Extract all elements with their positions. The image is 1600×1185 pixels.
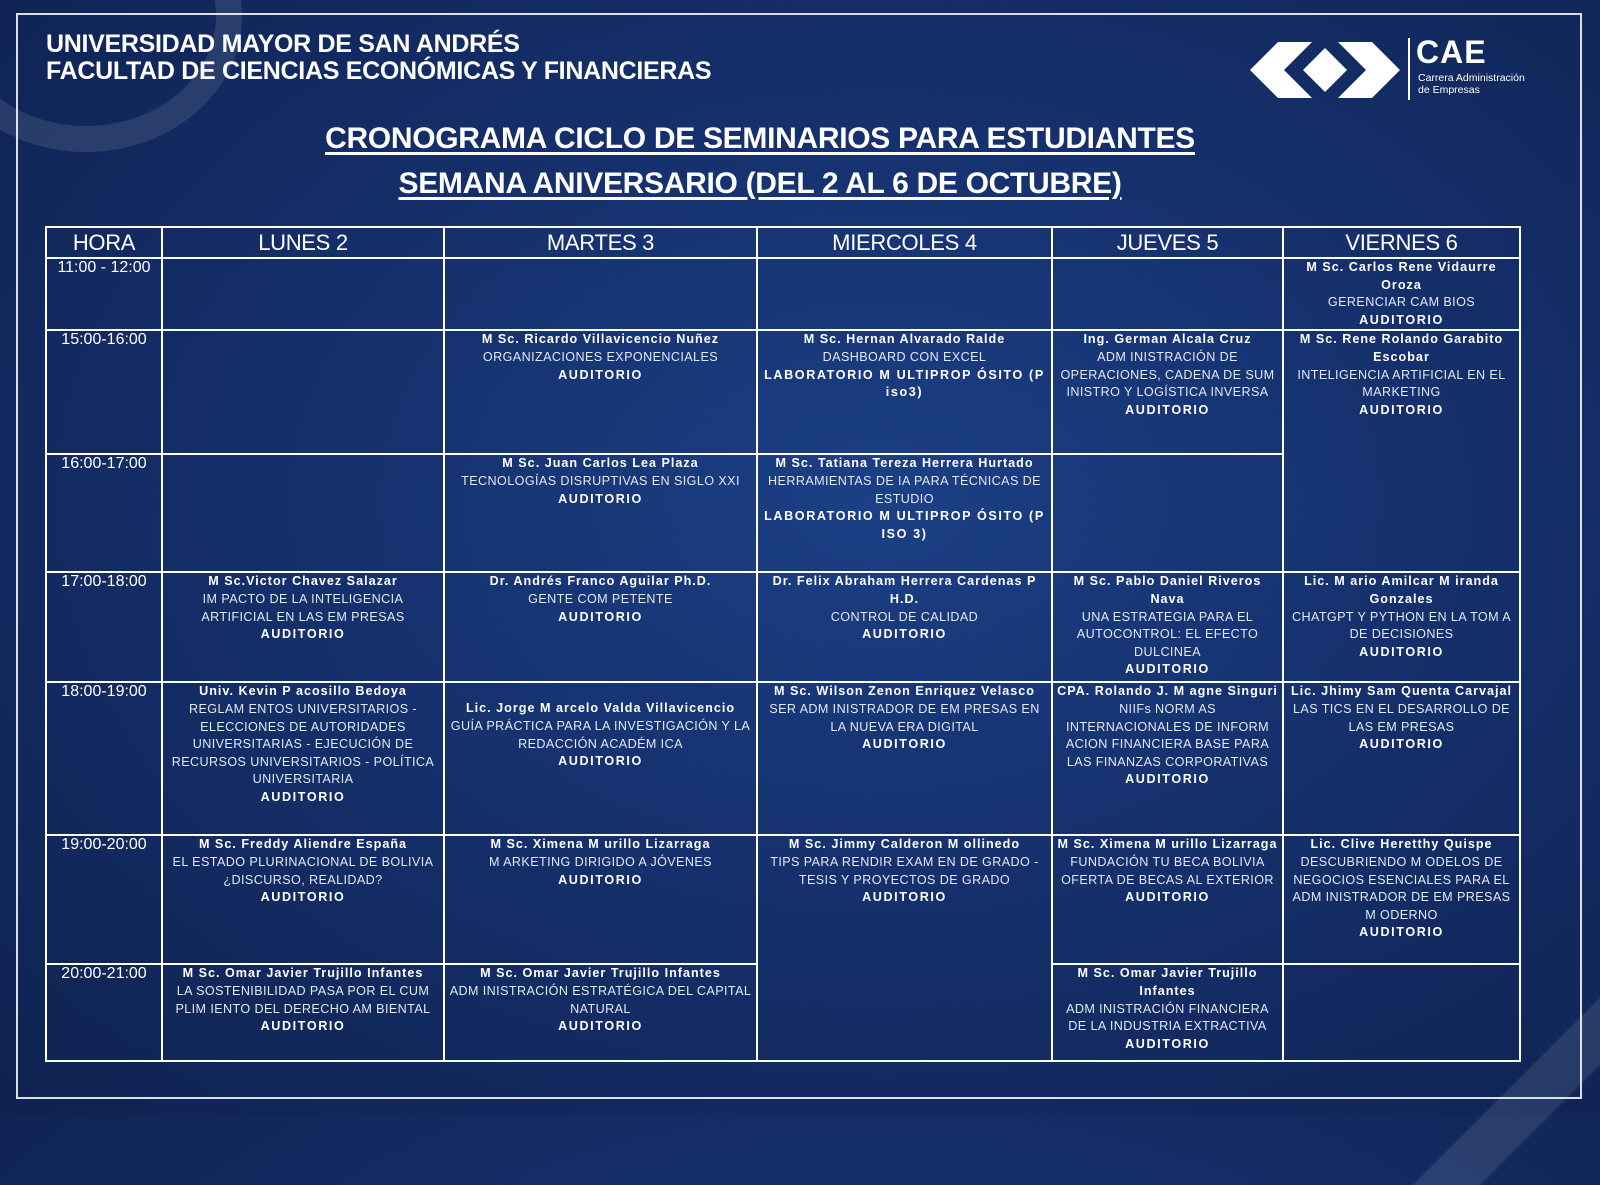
event-cell xyxy=(1052,330,1283,454)
seminar-topic: TECNOLOGÍAS DISRUPTIVAS EN SIGLO XXI xyxy=(461,473,740,488)
room-name: AUDITORIO xyxy=(862,627,947,642)
room-name: AUDITORIO xyxy=(558,754,643,769)
logo-subtitle: Carrera Administración de Empresas xyxy=(1418,72,1525,96)
room-name: LABORATORIO M ULTIPROP ÓSITO (P ISO 3) xyxy=(764,509,1045,541)
room-name: AUDITORIO xyxy=(260,890,346,905)
room-name: AUDITORIO xyxy=(558,872,643,887)
logo-text: CAE xyxy=(1416,34,1487,70)
seminar-topic: UNA ESTRATEGIA PARA EL AUTOCONTROL: EL EFECTO DULCINEA xyxy=(1076,609,1259,659)
faculty-name: FACULTAD DE CIENCIAS ECONÓMICAS Y FINANCIERAS xyxy=(46,57,712,85)
room-name: AUDITORIO xyxy=(862,890,947,905)
empty-cell xyxy=(162,330,444,454)
empty-cell xyxy=(444,258,757,330)
seminar-topic: ADM INISTRACIÓN DE OPERACIONES, CADENA DE SUM INISTRO Y LOGÍSTICA INVERSA xyxy=(1060,349,1275,400)
speaker-name: CPA. Rolando J. M agne Singuri xyxy=(1057,684,1278,699)
event-cell xyxy=(757,454,1052,572)
seminar-topic: GUÍA PRÁCTICA PARA LA INVESTIGACIÓN Y LA REDACCIÓN ACADÉM ICA xyxy=(450,718,751,751)
header-miercoles: MIERCOLES 4 xyxy=(757,227,1052,258)
room-name: AUDITORIO xyxy=(1359,925,1444,940)
seminar-topic: GENTE COM PETENTE xyxy=(528,591,673,606)
seminar-topic: SER ADM INISTRADOR DE EM PRESAS EN LA NUEVA ERA DIGITAL xyxy=(769,701,1040,734)
room-name: AUDITORIO xyxy=(862,737,947,752)
university-name: UNIVERSIDAD MAYOR DE SAN ANDRÉS xyxy=(46,30,520,58)
event-cell xyxy=(444,454,757,572)
speaker-name: Univ. Kevin P acosillo Bedoya xyxy=(199,684,407,699)
seminar-topic: CHATGPT Y PYTHON EN LA TOM A DE DECISIONES xyxy=(1291,609,1512,642)
event-cell xyxy=(444,964,757,1061)
event-cell xyxy=(444,330,757,454)
empty-cell xyxy=(1283,964,1520,1061)
seminar-topic: ADM INISTRACIÓN ESTRATÉGICA DEL CAPITAL NATURAL xyxy=(449,983,752,1016)
event-cell xyxy=(1283,572,1520,682)
event-cell xyxy=(444,835,757,964)
speaker-name: M Sc.Victor Chavez Salazar xyxy=(208,574,398,589)
event-cell xyxy=(162,572,444,682)
event-cell xyxy=(1283,330,1520,572)
speaker-name: M Sc. Rene Rolando Garabito Escobar xyxy=(1299,332,1504,364)
speaker-name: M Sc. Jimmy Calderon M ollinedo xyxy=(788,837,1021,852)
room-name: AUDITORIO xyxy=(260,627,346,642)
empty-cell xyxy=(757,258,1052,330)
room-name: AUDITORIO xyxy=(1125,772,1210,787)
room-name: AUDITORIO xyxy=(1359,402,1444,417)
seminar-topic: REGLAM ENTOS UNIVERSITARIOS - ELECCIONES DE AUTORIDADES UNIVERSITARIAS - EJECUCIÓN DE RECURSOS UNIVERSITARIOS - POLÍTICA UNIVERSITARIA xyxy=(171,701,435,787)
room-name: AUDITORIO xyxy=(1125,890,1210,905)
speaker-name: M Sc. Omar Javier Trujillo Infantes xyxy=(1077,966,1258,998)
speaker-name: Dr. Felix Abraham Herrera Cardenas P H.D. xyxy=(772,574,1037,606)
speaker-name: Ing. German Alcala Cruz xyxy=(1083,332,1252,347)
event-cell xyxy=(162,682,444,835)
seminar-topic: NIIFs NORM AS INTERNACIONALES DE INFORM ACION FINANCIERA BASE PARA LAS FINANZAS CORPORATIVAS xyxy=(1065,701,1270,769)
header-jueves: JUEVES 5 xyxy=(1052,227,1283,258)
room-name: AUDITORIO xyxy=(1125,1036,1210,1051)
hour-cell: 19:00-20:00 xyxy=(46,835,162,964)
room-name: AUDITORIO xyxy=(260,789,346,804)
hour-cell: 16:00-17:00 xyxy=(46,454,162,572)
schedule-table xyxy=(45,226,1521,1062)
speaker-name: M Sc. Tatiana Tereza Herrera Hurtado xyxy=(775,456,1034,471)
room-name: AUDITORIO xyxy=(558,367,643,382)
cae-logo xyxy=(1250,36,1580,106)
seminar-topic: ADM INISTRACIÓN FINANCIERA DE LA INDUSTRIA EXTRACTIVA xyxy=(1066,1001,1269,1034)
speaker-name: M Sc. Omar Javier Trujillo Infantes xyxy=(182,966,424,981)
event-cell xyxy=(1052,964,1283,1061)
event-cell xyxy=(1052,682,1283,835)
room-name: AUDITORIO xyxy=(1125,402,1210,417)
event-cell xyxy=(162,835,444,964)
table-row xyxy=(46,835,1520,964)
table-row xyxy=(46,258,1520,330)
cae-logo-icon xyxy=(1250,40,1400,100)
institution-header xyxy=(46,31,711,85)
room-name: AUDITORIO xyxy=(558,1019,643,1034)
seminar-topic: LAS TICS EN EL DESARROLLO DE LAS EM PRESAS xyxy=(1293,701,1510,734)
room-name: AUDITORIO xyxy=(558,609,643,624)
page-subtitle: SEMANA ANIVERSARIO (DEL 2 AL 6 DE OCTUBRE) xyxy=(398,167,1122,200)
speaker-name: M Sc. Ximena M urillo Lizarraga xyxy=(490,837,711,852)
seminar-topic: TIPS PARA RENDIR EXAM EN DE GRADO - TESIS Y PROYECTOS DE GRADO xyxy=(770,854,1039,887)
event-cell xyxy=(757,572,1052,682)
event-cell xyxy=(1052,572,1283,682)
seminar-topic: INTELIGENCIA ARTIFICIAL EN EL MARKETING xyxy=(1297,367,1506,400)
event-cell xyxy=(757,330,1052,454)
speaker-name: M Sc. Juan Carlos Lea Plaza xyxy=(502,456,699,471)
room-name: AUDITORIO xyxy=(1125,662,1210,677)
hour-cell: 11:00 - 12:00 xyxy=(46,258,162,330)
speaker-name: M Sc. Pablo Daniel Riveros Nava xyxy=(1073,574,1262,606)
header-martes: MARTES 3 xyxy=(444,227,757,258)
speaker-name: Lic. M ario Amilcar M iranda Gonzales xyxy=(1304,574,1499,606)
room-name: AUDITORIO xyxy=(558,491,643,506)
seminar-topic: LA SOSTENIBILIDAD PASA POR EL CUM PLIM IENTO DEL DERECHO AM BIENTAL xyxy=(175,983,431,1016)
empty-cell xyxy=(1052,258,1283,330)
room-name: AUDITORIO xyxy=(1359,644,1444,659)
event-cell xyxy=(757,682,1052,835)
seminar-topic: CONTROL DE CALIDAD xyxy=(830,609,979,624)
event-cell xyxy=(1052,835,1283,964)
speaker-name: Lic. Clive Heretthy Quispe xyxy=(1310,837,1493,852)
speaker-name: M Sc. Omar Javier Trujillo Infantes xyxy=(480,966,721,981)
event-cell xyxy=(757,835,1052,1061)
seminar-topic: EL ESTADO PLURINACIONAL DE BOLIVIA ¿DISCURSO, REALIDAD? xyxy=(172,854,434,887)
speaker-name: M Sc. Freddy Aliendre España xyxy=(198,837,408,852)
hour-cell: 15:00-16:00 xyxy=(46,330,162,454)
seminar-topic: GERENCIAR CAM BIOS xyxy=(1327,295,1476,310)
room-name: AUDITORIO xyxy=(1359,737,1444,752)
table-header-row xyxy=(46,227,1520,258)
speaker-name: M Sc. Wilson Zenon Enriquez Velasco xyxy=(774,684,1035,699)
hour-cell: 18:00-19:00 xyxy=(46,682,162,835)
seminar-topic: FUNDACIÓN TU BECA BOLIVIA OFERTA DE BECAS AL EXTERIOR xyxy=(1061,854,1274,887)
speaker-name: Lic. Jorge M arcelo Valda Villavicencio xyxy=(465,701,736,716)
header-hora: HORA xyxy=(46,227,162,258)
event-cell xyxy=(1283,258,1520,330)
logo-separator xyxy=(1408,38,1410,100)
speaker-name: Lic. Jhimy Sam Quenta Carvajal xyxy=(1290,684,1513,699)
table-row xyxy=(46,330,1520,454)
page-title: CRONOGRAMA CICLO DE SEMINARIOS PARA ESTUDIANTES xyxy=(325,122,1195,155)
hour-cell: 20:00-21:00 xyxy=(46,964,162,1061)
table-row xyxy=(46,682,1520,835)
seminar-topic: DESCUBRIENDO M ODELOS DE NEGOCIOS ESENCIALES PARA EL ADM INISTRADOR DE EM PRESAS M ODERNO xyxy=(1292,854,1511,922)
empty-cell xyxy=(162,454,444,572)
speaker-name: M Sc. Ximena M urillo Lizarraga xyxy=(1057,837,1278,852)
header-viernes: VIERNES 6 xyxy=(1283,227,1520,258)
seminar-topic: M ARKETING DIRIGIDO A JÓVENES xyxy=(489,854,712,869)
speaker-name: Dr. Andrés Franco Aguilar Ph.D. xyxy=(489,574,712,589)
room-name: LABORATORIO M ULTIPROP ÓSITO (P iso3) xyxy=(764,367,1045,400)
header-lunes: LUNES 2 xyxy=(162,227,444,258)
speaker-name: M Sc. Ricardo Villavicencio Nuñez xyxy=(481,332,720,347)
empty-cell xyxy=(162,258,444,330)
room-name: AUDITORIO xyxy=(1359,312,1444,327)
speaker-name: M Sc. Hernan Alvarado Ralde xyxy=(803,332,1006,347)
event-cell xyxy=(444,572,757,682)
empty-cell xyxy=(1052,454,1283,572)
table-row xyxy=(46,572,1520,682)
seminar-topic: HERRAMIENTAS DE IA PARA TÉCNICAS DE ESTUDIO xyxy=(768,473,1041,506)
speaker-name: M Sc. Carlos Rene Vidaurre Oroza xyxy=(1306,260,1497,292)
event-cell xyxy=(444,682,757,835)
room-name: AUDITORIO xyxy=(260,1019,346,1034)
event-cell xyxy=(1283,835,1520,964)
seminar-topic: ORGANIZACIONES EXPONENCIALES xyxy=(482,349,719,364)
hour-cell: 17:00-18:00 xyxy=(46,572,162,682)
event-cell xyxy=(162,964,444,1061)
seminar-topic: DASHBOARD CON EXCEL xyxy=(822,349,987,364)
seminar-topic: IM PACTO DE LA INTELIGENCIA ARTIFICIAL EN LAS EM PRESAS xyxy=(201,591,405,624)
event-cell xyxy=(1283,682,1520,835)
